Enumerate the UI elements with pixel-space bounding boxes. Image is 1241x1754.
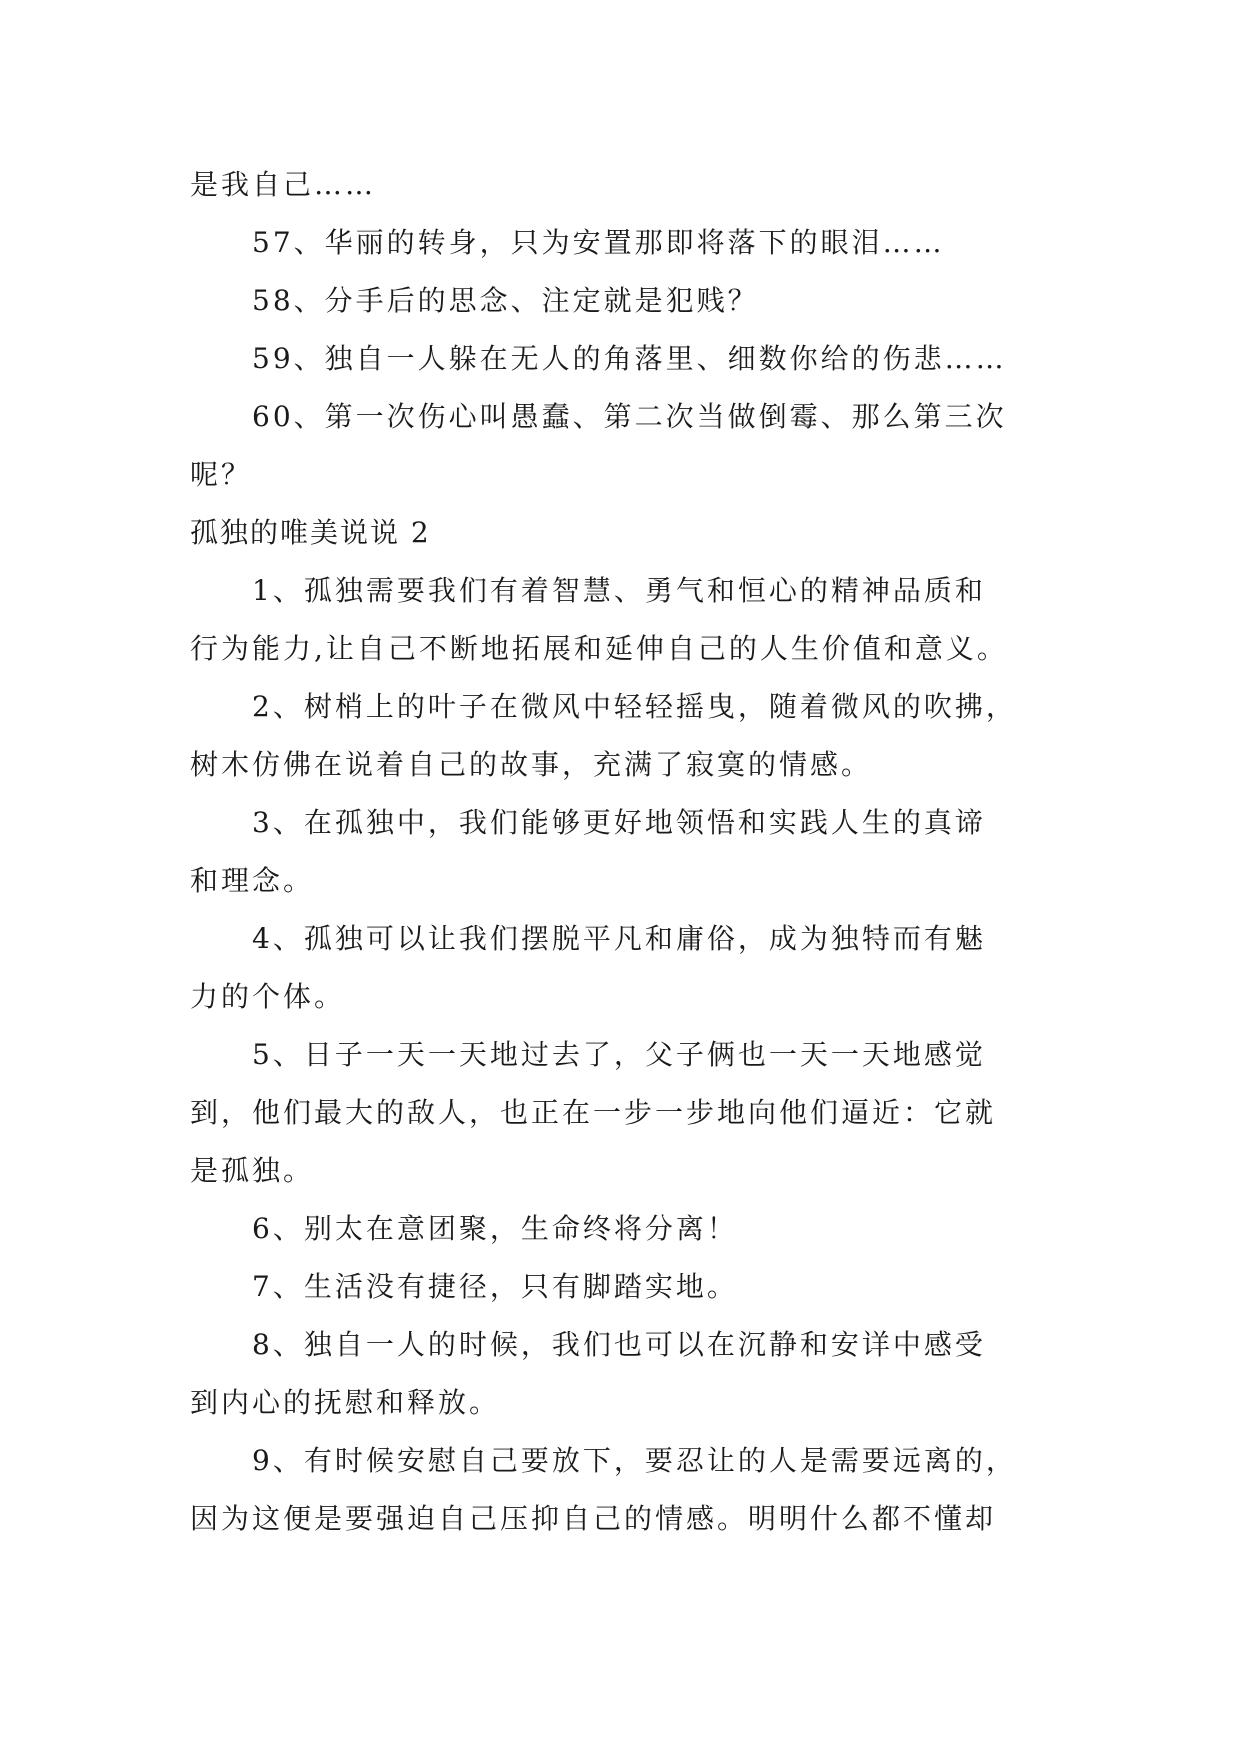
text-line-item-9-cont: 因为这便是要强迫自己压抑自己的情感。明明什么都不懂却 <box>190 1502 997 1535</box>
text-line-item-2-cont: 树木仿佛在说着自己的故事，充满了寂寞的情感。 <box>190 748 873 781</box>
text-line-item-58: 58、分手后的思念、注定就是犯贱？ <box>252 284 759 317</box>
text-line-item-1-cont: 行为能力,让自己不断地拓展和延伸自己的人生价值和意义。 <box>190 632 1008 665</box>
section-heading: 孤独的唯美说说 2 <box>190 516 431 549</box>
text-line-item-9: 9、有时候安慰自己要放下，要忍让的人是需要远离的， <box>252 1444 1017 1477</box>
text-line-item-60-cont: 呢？ <box>190 458 253 491</box>
text-line-continuation: 是我自己…… <box>190 168 377 201</box>
text-line-item-5-cont2: 是孤独。 <box>190 1154 315 1187</box>
text-line-item-4: 4、孤独可以让我们摆脱平凡和庸俗，成为独特而有魅 <box>252 922 986 955</box>
text-line-item-5: 5、日子一天一天地过去了，父子俩也一天一天地感觉 <box>252 1038 986 1071</box>
text-line-item-2: 2、树梢上的叶子在微风中轻轻摇曳，随着微风的吹拂， <box>252 690 1017 723</box>
text-line-item-60: 60、第一次伤心叫愚蠢、第二次当做倒霉、那么第三次 <box>252 400 1007 433</box>
text-line-item-8: 8、独自一人的时候，我们也可以在沉静和安详中感受 <box>252 1328 986 1361</box>
text-line-item-3-cont: 和理念。 <box>190 864 315 897</box>
text-line-item-57: 57、华丽的转身，只为安置那即将落下的眼泪…… <box>252 226 945 259</box>
text-line-item-5-cont: 到，他们最大的敌人，也正在一步一步地向他们逼近：它就 <box>190 1096 997 1129</box>
text-line-item-6: 6、别太在意团聚，生命终将分离！ <box>252 1212 738 1245</box>
text-line-item-7: 7、生活没有捷径，只有脚踏实地。 <box>252 1270 738 1303</box>
text-line-item-1: 1、孤独需要我们有着智慧、勇气和恒心的精神品质和 <box>252 574 986 607</box>
document-body <box>190 156 1050 1548</box>
text-line-item-3: 3、在孤独中，我们能够更好地领悟和实践人生的真谛 <box>252 806 986 839</box>
text-line-item-59: 59、独自一人躲在无人的角落里、细数你给的伤悲…… <box>252 342 1007 375</box>
text-line-item-8-cont: 到内心的抚慰和释放。 <box>190 1386 501 1419</box>
text-line-item-4-cont: 力的个体。 <box>190 980 346 1013</box>
